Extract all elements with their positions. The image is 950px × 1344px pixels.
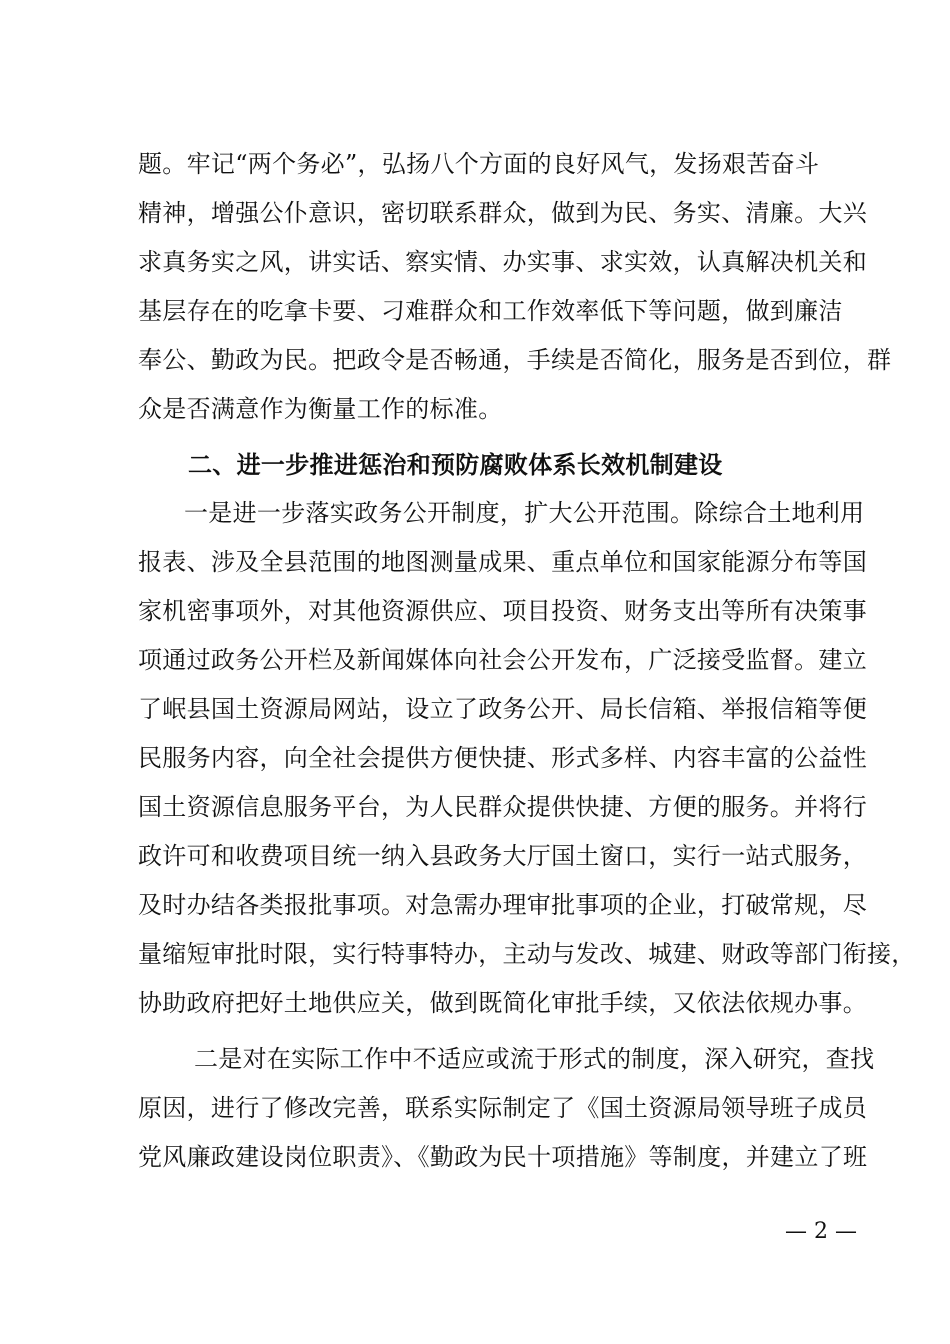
text-line: 题。牢记“两个务必”，弘扬八个方面的良好风气，发扬艰苦奋斗 [138, 150, 820, 178]
paragraph-first-line: 二是对在实际工作中不适应或流于形式的制度，深入研究，查找 [194, 1045, 875, 1073]
text-line: 报表、涉及全县范围的地图测量成果、重点单位和国家能源分布等国 [138, 548, 867, 576]
text-line: 国土资源信息服务平台，为人民群众提供快捷、方便的服务。并将行 [138, 793, 867, 821]
text-line: 了岷县国土资源局网站，设立了政务公开、局长信箱、举报信箱等便 [138, 695, 867, 723]
section-heading: 二、进一步推进惩治和预防腐败体系长效机制建设 [188, 450, 723, 479]
text-line: 协助政府把好土地供应关，做到既简化审批手续，又依法依规办事。 [138, 989, 867, 1017]
text-line: 精神，增强公仆意识，密切联系群众，做到为民、务实、清廉。大兴 [138, 199, 867, 227]
paragraph-first-line: 一是进一步落实政务公开制度，扩大公开范围。除综合土地利用 [184, 499, 865, 527]
page-number: — 2 — [785, 1219, 857, 1244]
text-line: 量缩短审批时限，实行特事特办，主动与发改、城建、财政等部门衔接， [138, 940, 916, 968]
text-line: 民服务内容，向全社会提供方便快捷、形式多样、内容丰富的公益性 [138, 744, 867, 772]
text-line: 及时办结各类报批事项。对急需办理审批事项的企业，打破常规，尽 [138, 891, 867, 919]
text-line: 家机密事项外，对其他资源供应、项目投资、财务支出等所有决策事 [138, 597, 867, 625]
text-line: 求真务实之风，讲实话、察实情、办实事、求实效，认真解决机关和 [138, 248, 867, 276]
text-line: 项通过政务公开栏及新闻媒体向社会公开发布，广泛接受监督。建立 [138, 646, 867, 674]
text-line: 基层存在的吃拿卡要、刁难群众和工作效率低下等问题，做到廉洁 [138, 297, 843, 325]
text-line: 奉公、勤政为民。把政令是否畅通，手续是否简化，服务是否到位，群 [138, 346, 892, 374]
text-line: 原因，进行了修改完善，联系实际制定了《国土资源局领导班子成员 [138, 1094, 867, 1122]
text-line: 党风廉政建设岗位职责》、《勤政为民十项措施》等制度，并建立了班 [138, 1143, 868, 1171]
text-line: 众是否满意作为衡量工作的标准。 [138, 395, 503, 423]
text-line: 政许可和收费项目统一纳入县政务大厅国土窗口，实行一站式服务， [138, 842, 867, 870]
